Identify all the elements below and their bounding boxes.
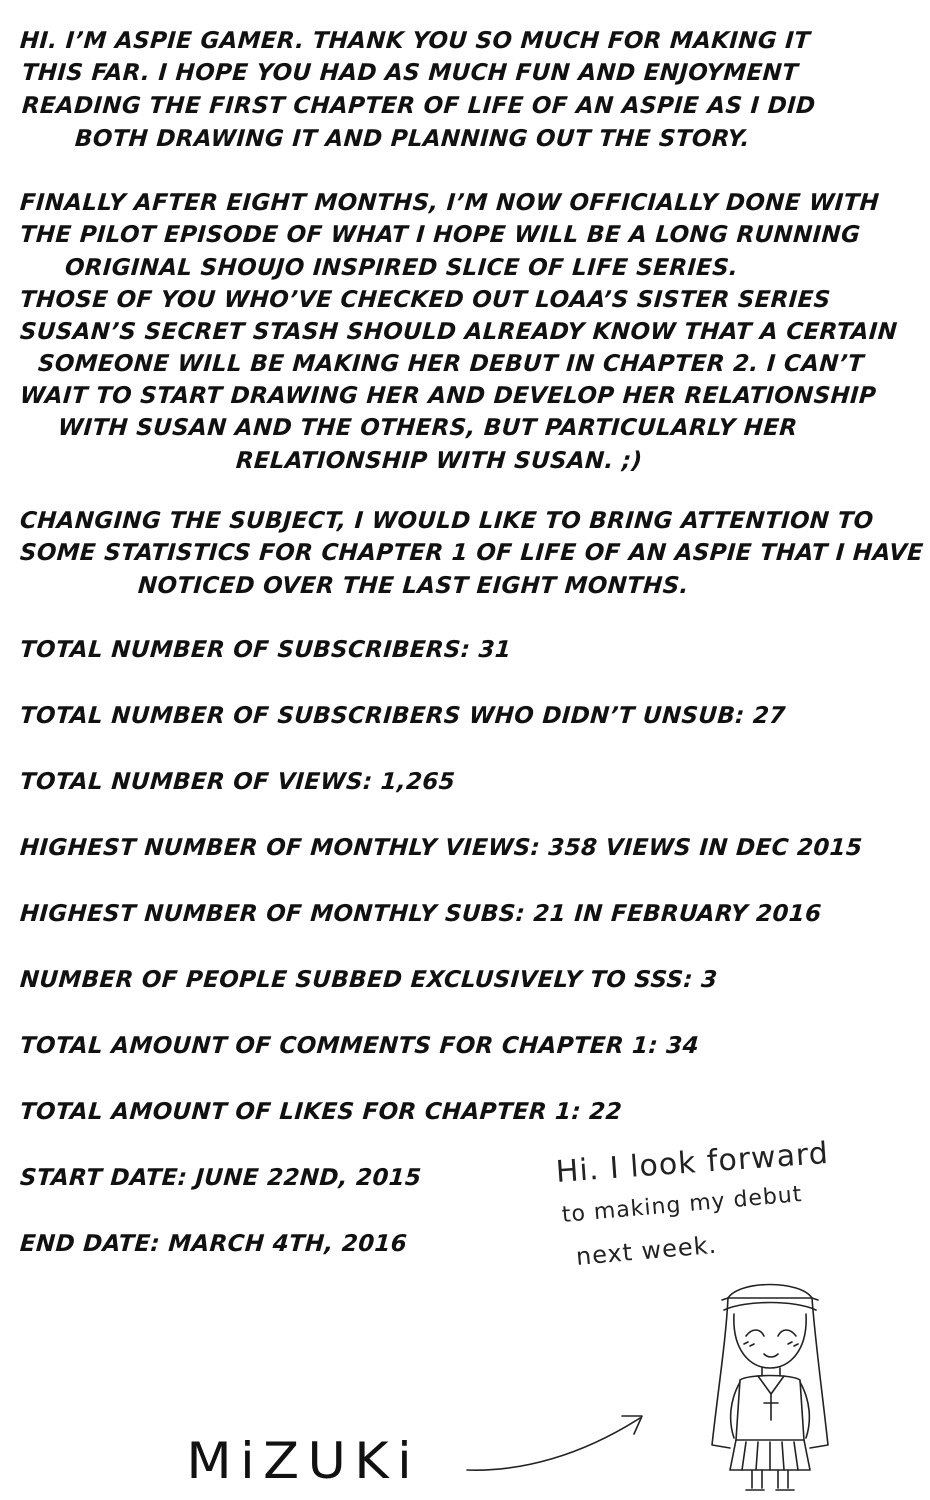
- pilot-line: WITH SUSAN AND THE OTHERS, BUT PARTICULARLY HER: [57, 415, 799, 441]
- pointer-arrow-icon: [462, 1400, 662, 1500]
- character-name-label: MiZUKi: [186, 1432, 421, 1490]
- stat-total-comments: TOTAL AMOUNT OF COMMENTS FOR CHAPTER 1: 34: [19, 1033, 700, 1059]
- stat-peak-monthly-views: HIGHEST NUMBER OF MONTHLY VIEWS: 358 VIEWS IN DEC 2015: [19, 835, 864, 861]
- pilot-line: SUSAN’S SECRET STASH SHOULD ALREADY KNOW THAT A CERTAIN: [19, 319, 899, 345]
- stat-peak-monthly-subs: HIGHEST NUMBER OF MONTHLY SUBS: 21 IN FEBRUARY 2016: [19, 901, 823, 927]
- stats-intro-line: CHANGING THE SUBJECT, I WOULD LIKE TO BRING ATTENTION TO: [19, 508, 875, 534]
- pilot-line: ORIGINAL SHOUJO INSPIRED SLICE OF LIFE SERIES.: [64, 255, 740, 281]
- stats-intro-line: SOME STATISTICS FOR CHAPTER 1 OF LIFE OF AN ASPIE THAT I HAVE: [19, 540, 925, 566]
- note-line: next week.: [574, 1230, 719, 1271]
- chibi-character-illustration: [700, 1270, 840, 1495]
- stats-intro-line: NOTICED OVER THE LAST EIGHT MONTHS.: [137, 573, 690, 599]
- pilot-line: WAIT TO START DRAWING HER AND DEVELOP HER RELATIONSHIP: [19, 383, 878, 409]
- pilot-line: FINALLY AFTER EIGHT MONTHS, I’M NOW OFFICIALLY DONE WITH: [19, 190, 881, 216]
- note-line: to making my debut: [560, 1182, 804, 1228]
- pilot-line: THE PILOT EPISODE OF WHAT I HOPE WILL BE A LONG RUNNING: [19, 222, 862, 248]
- pilot-line: SOMEONE WILL BE MAKING HER DEBUT IN CHAPTER 2. I CAN’T: [37, 351, 865, 377]
- pilot-line: RELATIONSHIP WITH SUSAN. ;): [235, 448, 644, 474]
- stat-end-date: END DATE: MARCH 4TH, 2016: [19, 1231, 409, 1257]
- stat-subscribers-retained: TOTAL NUMBER OF SUBSCRIBERS WHO DIDN’T UNSUB: 27: [19, 703, 787, 729]
- stat-start-date: START DATE: JUNE 22ND, 2015: [19, 1165, 423, 1191]
- intro-line: THIS FAR. I HOPE YOU HAD AS MUCH FUN AND ENJOYMENT: [21, 60, 800, 86]
- stat-total-subscribers: TOTAL NUMBER OF SUBSCRIBERS: 31: [19, 637, 513, 663]
- intro-line: BOTH DRAWING IT AND PLANNING OUT THE STORY.: [74, 126, 751, 152]
- intro-line: HI. I’M ASPIE GAMER. THANK YOU SO MUCH FOR MAKING IT: [19, 28, 812, 54]
- stat-total-likes: TOTAL AMOUNT OF LIKES FOR CHAPTER 1: 22: [19, 1099, 623, 1125]
- stat-sss-exclusive-subs: NUMBER OF PEOPLE SUBBED EXCLUSIVELY TO SSS: 3: [19, 967, 719, 993]
- note-line: Hi. I look forward: [554, 1135, 830, 1190]
- intro-line: READING THE FIRST CHAPTER OF LIFE OF AN ASPIE AS I DID: [21, 93, 817, 119]
- stat-total-views: TOTAL NUMBER OF VIEWS: 1,265: [19, 769, 456, 795]
- pilot-line: THOSE OF YOU WHO’VE CHECKED OUT LOAA’S SISTER SERIES: [19, 287, 832, 313]
